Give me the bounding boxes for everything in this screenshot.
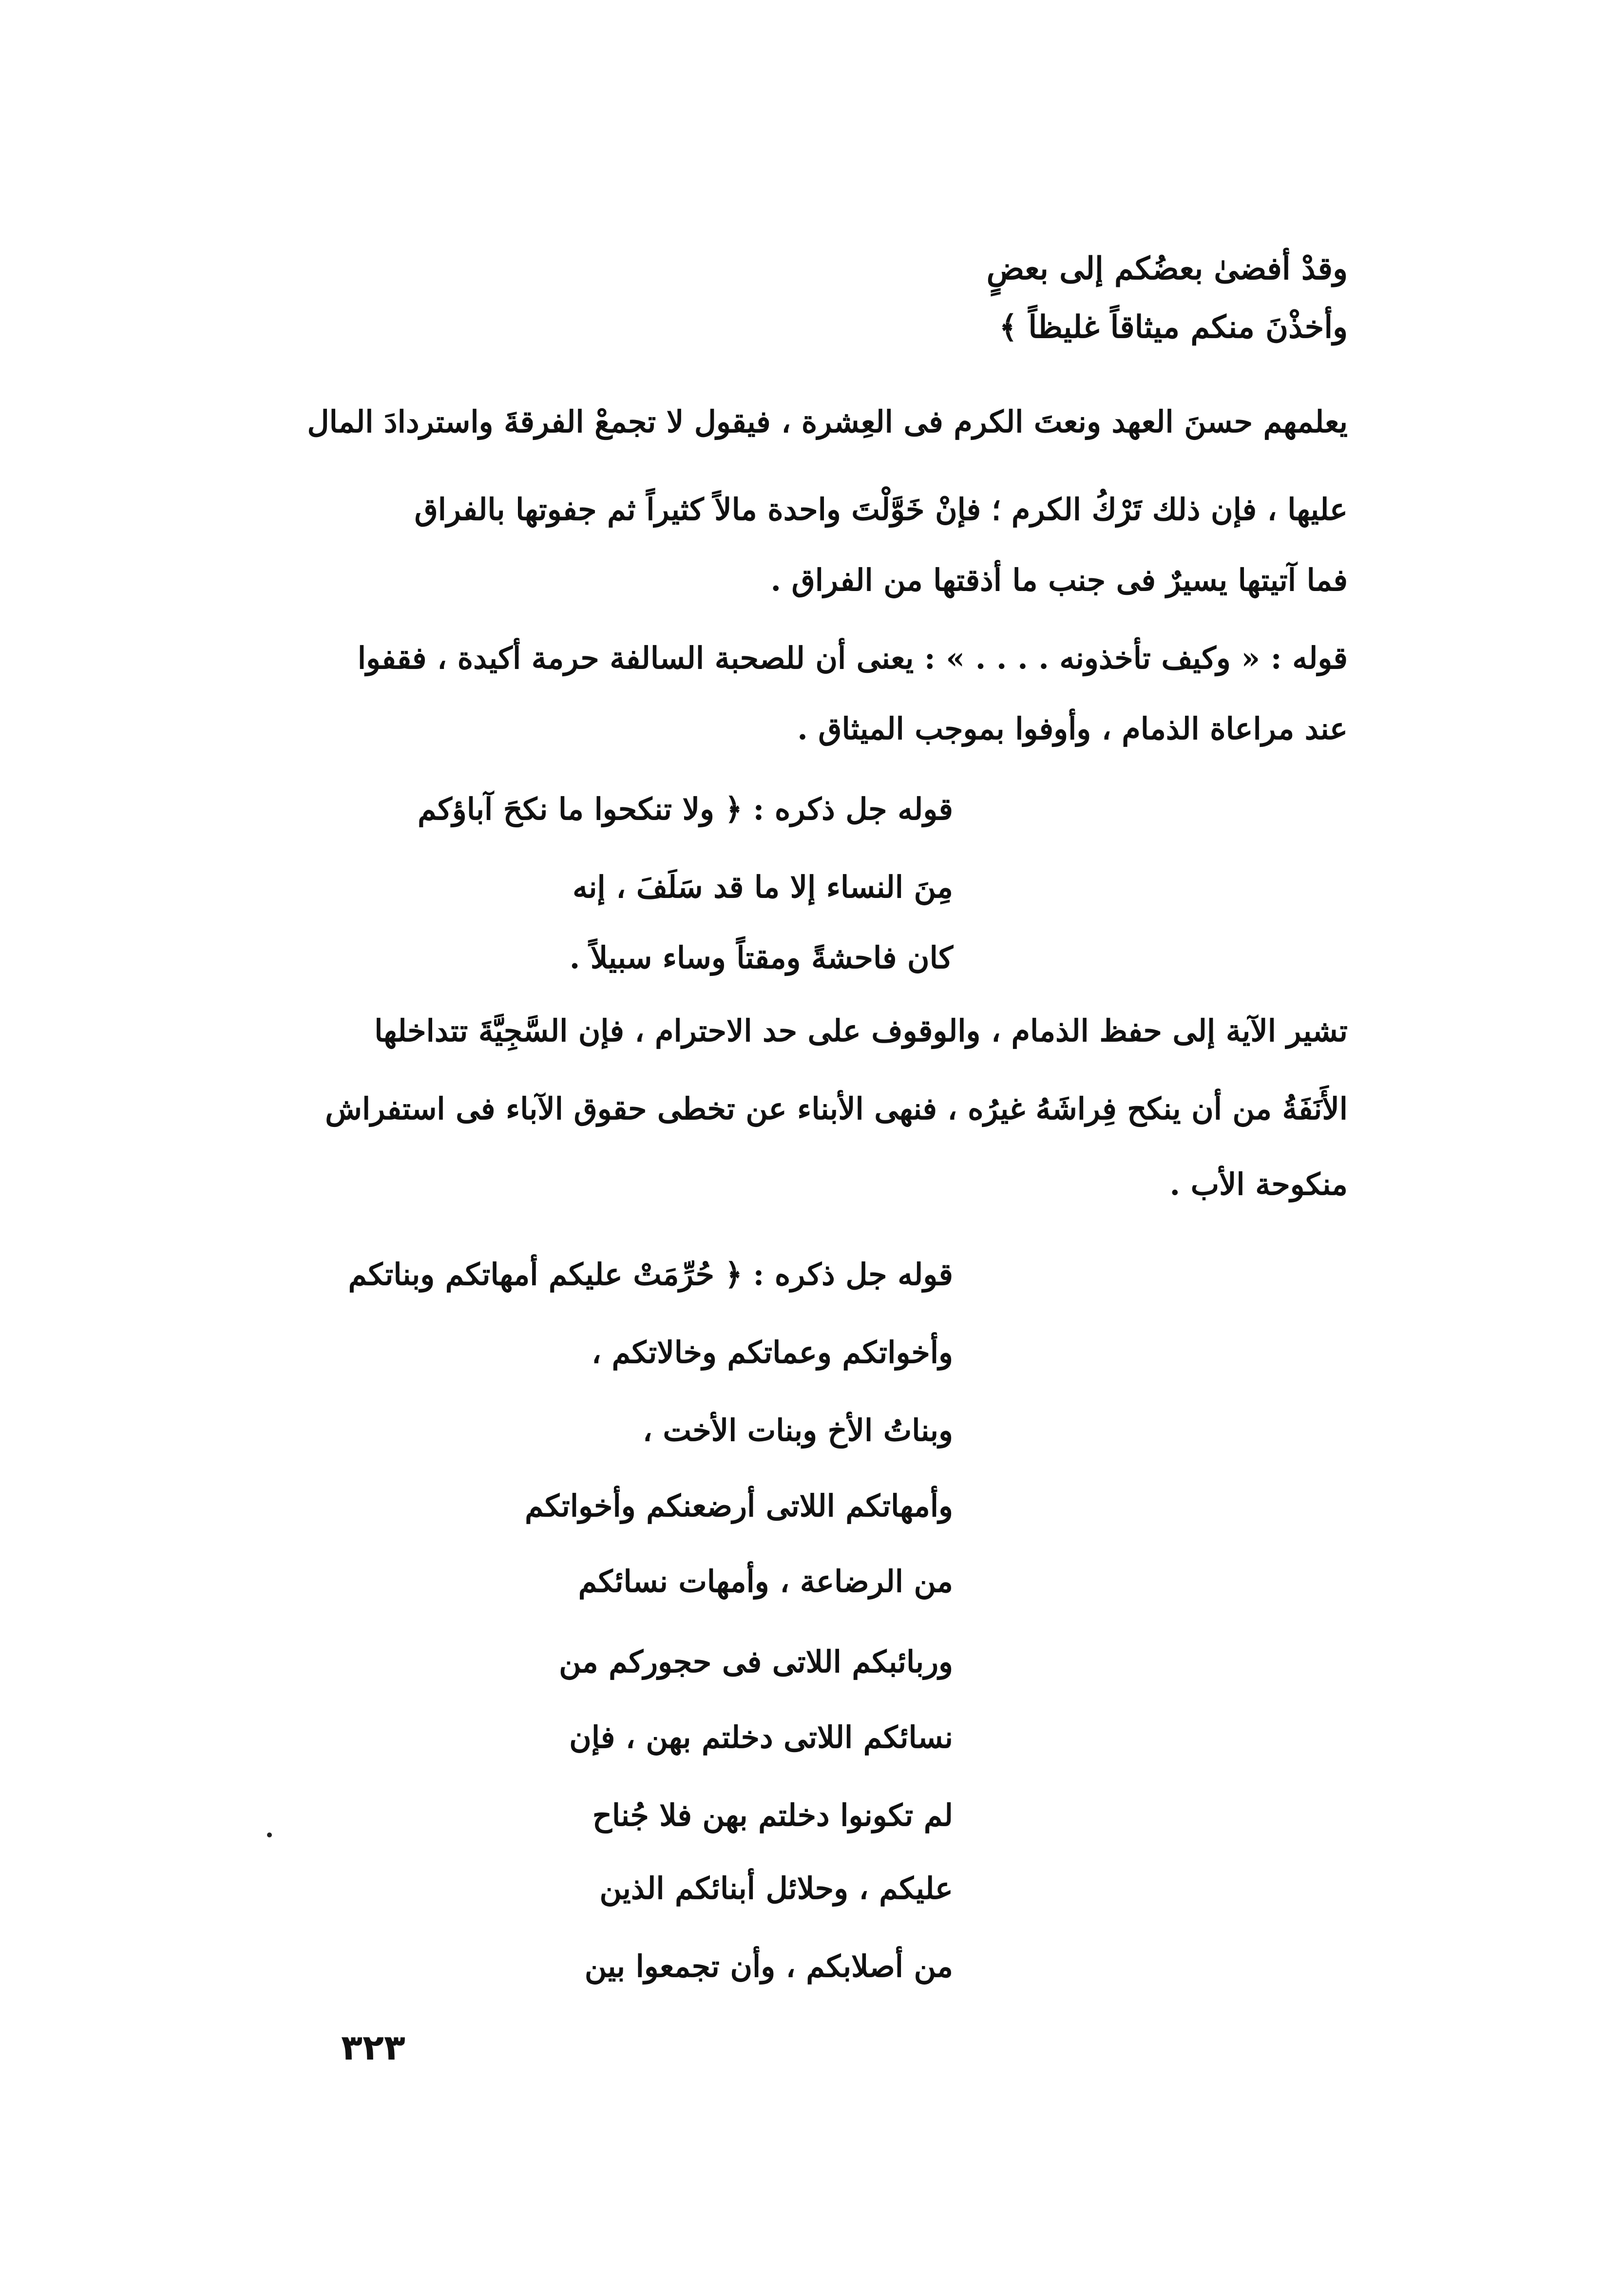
- quote-3-line-10: من أصلابكم ، وأن تجمعوا بين: [584, 1948, 953, 1984]
- quote-3-line-8: لم تكونوا دخلتم بهن فلا جُناح: [592, 1797, 953, 1833]
- quote-3-line-2: وأخواتكم وعماتكم وخالاتكم ،: [592, 1335, 953, 1370]
- paragraph-1-line-2: عليها ، فإن ذلك تَرْكُ الكرم ؛ فإنْ خَوَّلْتَ واحدة مالاً كثيراً ثم جفوتها بالفراق: [414, 492, 1348, 527]
- paragraph-1-line-1: يعلمهم حسنَ العهد ونعتَ الكرم فى العِشرة ، فيقول لا تجمعْ الفرقةَ واستردادَ المال: [307, 404, 1348, 439]
- quote-2-line-3: كان فاحشةً ومقتاً وساء سبيلاً .: [569, 940, 953, 975]
- quote-3-line-3: وبناتُ الأخ وبنات الأخت ،: [642, 1413, 953, 1448]
- paragraph-3-line-1: تشير الآية إلى حفظ الذمام ، والوقوف على حد الاحترام ، فإن السَّجِيَّةَ تتداخلها: [374, 1013, 1348, 1049]
- paragraph-2-line-1: قوله : « وكيف تأخذونه . . . . » : يعنى أن للصحبة السالفة حرمة أكيدة ، فقفوا: [357, 640, 1348, 676]
- quote-2-line-2: مِنَ النساء إلا ما قد سَلَفَ ، إنه: [573, 869, 953, 905]
- scan-speck: [267, 1833, 272, 1837]
- verse-line-2: وأخذْنَ منكم ميثاقاً غليظاً ﴾: [999, 309, 1348, 345]
- quote-3-line-4: وأمهاتكم اللاتى أرضعنكم وأخواتكم: [525, 1488, 953, 1524]
- quote-3-line-5: من الرضاعة ، وأمهات نسائكم: [578, 1564, 953, 1599]
- paragraph-1-line-3: فما آتيتها يسيرٌ فى جنب ما أذقتها من الفراق .: [770, 562, 1348, 598]
- page-number: ٣٢٣: [341, 2027, 405, 2068]
- quote-3-line-1: قوله جل ذكره : ﴿ حُرِّمَتْ عليكم أمهاتكم وبناتكم: [348, 1257, 953, 1292]
- paragraph-3-line-2: الأَنَفَةُ من أن ينكح فِراشَهُ غيرُه ، فنهى الأبناء عن تخطى حقوق الآباء فى استفراش: [325, 1091, 1348, 1126]
- quote-3-line-6: وربائبكم اللاتى فى حجوركم من: [559, 1644, 953, 1680]
- quote-3-line-9: عليكم ، وحلائل أبنائكم الذين: [599, 1871, 953, 1906]
- quote-2-line-1: قوله جل ذكره : ﴿ ولا تنكحوا ما نكحَ آباؤكم: [418, 791, 953, 827]
- paragraph-2-line-2: عند مراعاة الذمام ، وأوفوا بموجب الميثاق .: [797, 711, 1348, 746]
- verse-line-1: وقدْ أفضىٰ بعضُكم إلى بعضٍ: [986, 250, 1348, 287]
- quote-3-line-7: نسائكم اللاتى دخلتم بهن ، فإن: [569, 1719, 953, 1755]
- paragraph-3-line-3: منكوحة الأب .: [1169, 1166, 1348, 1202]
